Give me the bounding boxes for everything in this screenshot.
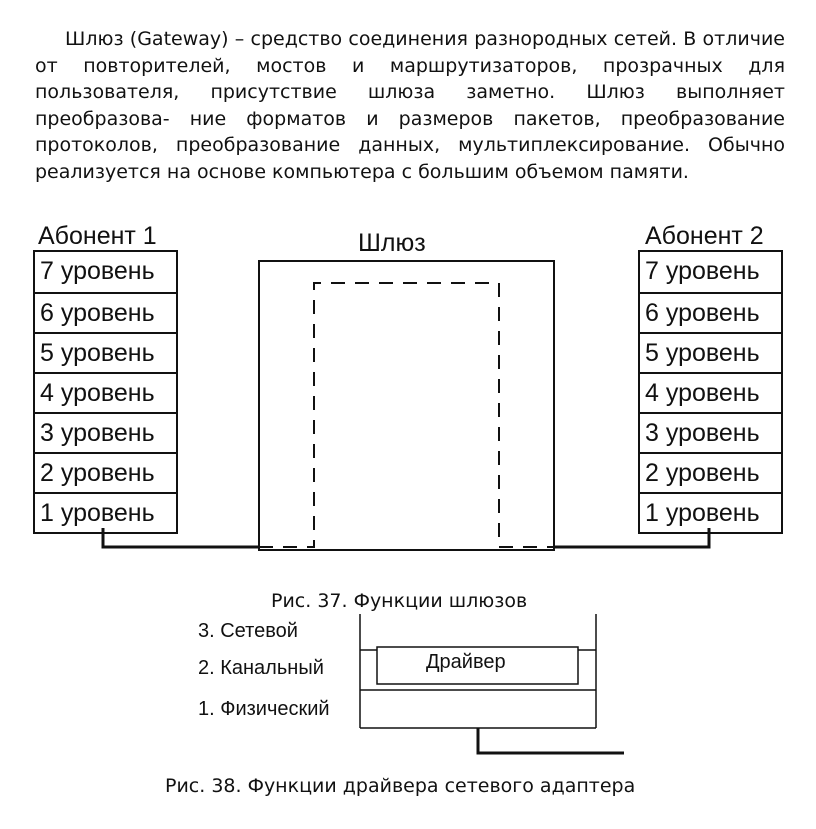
level-4: 4 уровень (640, 372, 781, 412)
level-4: 4 уровень (35, 372, 176, 412)
layer-label-network: 3. Сетевой (198, 620, 298, 642)
gateway-title: Шлюз (358, 229, 426, 257)
driver-label: Драйвер (426, 651, 506, 673)
gateway-box (259, 261, 554, 550)
layer-label-datalink: 2. Канальный (198, 657, 324, 679)
figure-37-caption: Рис. 37. Функции шлюзов (271, 590, 528, 612)
wire-right (554, 528, 709, 547)
level-5: 5 уровень (640, 332, 781, 372)
figure-38-caption: Рис. 38. Функции драйвера сетевого адаптера (165, 775, 636, 797)
body-paragraph: Шлюз (Gateway) – средство соединения разнородных сетей. В отличие от повторителей, мостов и маршрутизаторов, прозрачных для пользователя, присутствие шлюза заметно. Шлюз выполняет преобразова- ние форматов и размеров пакетов, преобразование протоколов, преобразование данных, мультиплексирование. Обычно реализуется на основе компьютера с большим объемом памяти. (35, 28, 785, 183)
level-1: 1 уровень (640, 492, 781, 532)
level-1: 1 уровень (35, 492, 176, 532)
level-7: 7 уровень (40, 257, 155, 285)
subscriber-1-title: Абонент 1 (38, 222, 157, 250)
level-5: 5 уровень (35, 332, 176, 372)
level-3: 3 уровень (35, 412, 176, 452)
layer-label-physical: 1. Физический (198, 698, 330, 720)
level-7: 7 уровень (645, 257, 760, 285)
gateway-dashed-path (259, 283, 554, 547)
driver-wire (478, 728, 624, 753)
level-6: 6 уровень (640, 292, 781, 332)
level-3: 3 уровень (640, 412, 781, 452)
level-6: 6 уровень (35, 292, 176, 332)
level-2: 2 уровень (640, 452, 781, 492)
wire-left (103, 528, 259, 547)
level-2: 2 уровень (35, 452, 176, 492)
subscriber-2-title: Абонент 2 (645, 222, 764, 250)
